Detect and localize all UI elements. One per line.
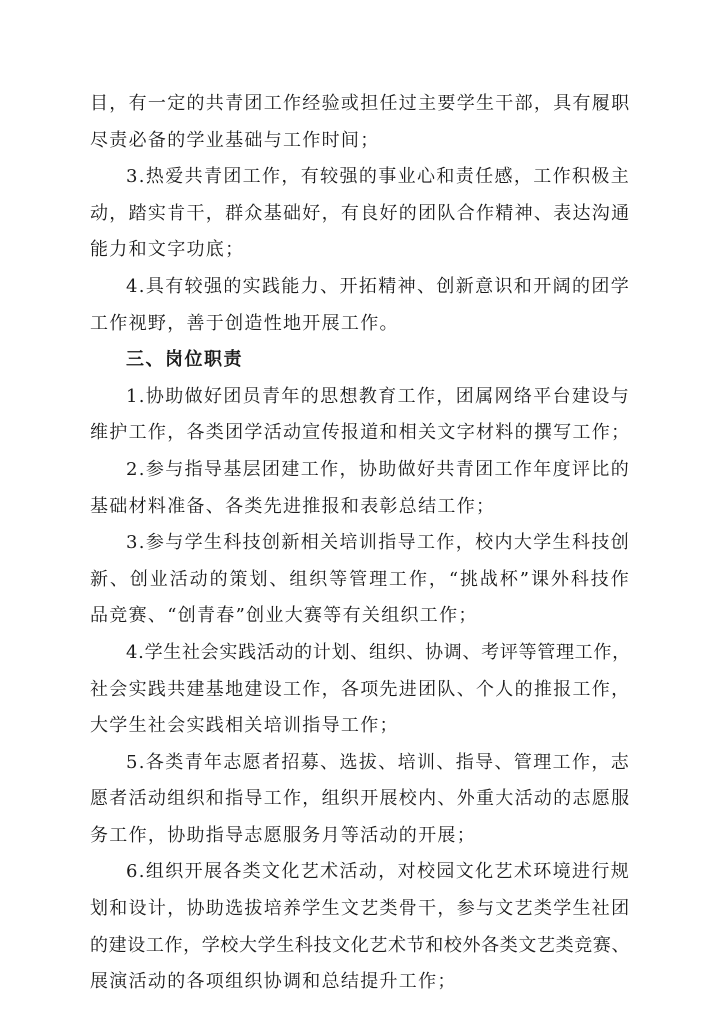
text-line: 动，踏实肯干，群众基础好，有良好的团队合作精神、表达沟通 [90,202,631,224]
text-line: 展演活动的各项组织协调和总结提升工作； [90,971,457,993]
text-line: 社会实践共建基地建设工作，各项先进团队、个人的推报工作， [90,678,631,700]
text-line: 愿者活动组织和指导工作，组织开展校内、外重大活动的志愿服 [90,788,631,810]
text-line: 尽责必备的学业基础与工作时间； [90,129,380,151]
text-line: 4.具有较强的实践能力、开拓精神、创新意识和开阔的团学 [126,275,630,297]
text-line: 5.各类青年志愿者招募、选拔、培训、指导、管理工作，志 [126,751,630,773]
text-line: 的建设工作，学校大学生科技文化艺术节和校外各类文艺类竞赛、 [90,934,630,956]
text-line: 3.参与学生科技创新相关培训指导工作，校内大学生科技创 [126,532,630,554]
text-line: 能力和文字功底； [90,239,245,261]
text-line: 基础材料准备、各类先进推报和表彰总结工作； [90,495,496,517]
text-line: 维护工作，各类团学活动宣传报道和相关文字材料的撰写工作； [90,422,631,444]
text-line: 4.学生社会实践活动的计划、组织、协调、考评等管理工作， [126,641,631,663]
text-line: 划和设计，协助选拔培养学生文艺类骨干，参与文艺类学生社团 [90,898,631,920]
section-heading: 三、岗位职责 [126,349,243,371]
document-body [90,86,630,1001]
text-line: 工作视野，善于创造性地开展工作。 [90,312,399,334]
text-line: 大学生社会实践相关培训指导工作； [90,715,399,737]
text-line: 新、创业活动的策划、组织等管理工作，“挑战杯”课外科技作 [90,568,630,590]
text-line: 2.参与指导基层团建工作，协助做好共青团工作年度评比的 [126,458,630,480]
text-line: 6.组织开展各类文化艺术活动，对校园文化艺术环境进行规 [126,861,630,883]
text-line: 目，有一定的共青团工作经验或担任过主要学生干部，具有履职 [90,93,631,114]
text-line: 务工作，协助指导志愿服务月等活动的开展； [90,824,476,846]
text-line: 1.协助做好团员青年的思想教育工作，团属网络平台建设与 [126,385,630,407]
text-line: 品竞赛、“创青春”创业大赛等有关组织工作； [90,605,478,627]
text-line: 3.热爱共青团工作，有较强的事业心和责任感，工作积极主 [126,166,630,188]
